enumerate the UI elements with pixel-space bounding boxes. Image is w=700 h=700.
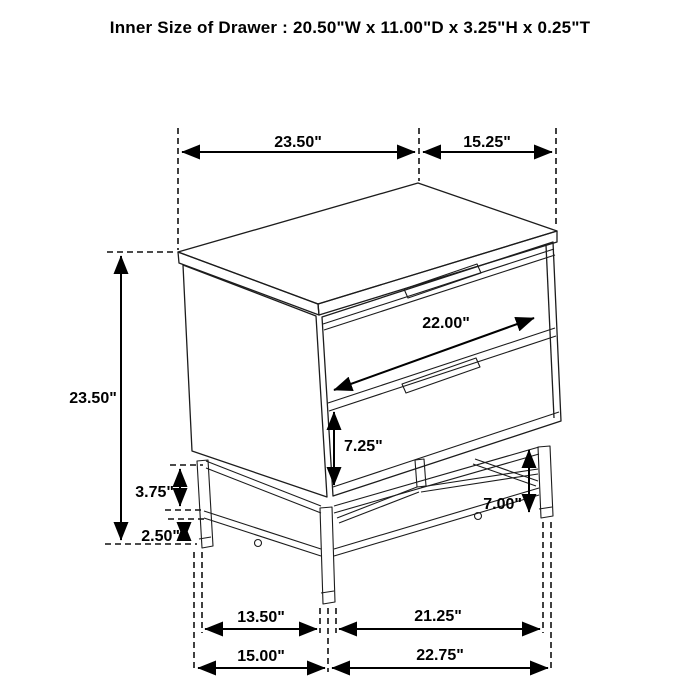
left-leg bbox=[197, 460, 213, 548]
dim-stretcher-gap-label: 3.75" bbox=[135, 484, 174, 501]
lower-drawer-handle bbox=[402, 358, 480, 393]
dim-base-inner-width-label: 13.50" bbox=[237, 609, 285, 626]
dim-overall-height bbox=[69, 256, 121, 540]
dim-overall-height-label: 23.50" bbox=[69, 390, 117, 407]
dim-top-depth-label: 15.25" bbox=[463, 134, 511, 151]
dim-base-inner-depth-label: 21.25" bbox=[414, 608, 462, 625]
diagram-title: Inner Size of Drawer : 20.50"W x 11.00"D x 3.25"H x 0.25"T bbox=[109, 18, 591, 37]
dim-foot-height bbox=[141, 523, 184, 545]
dim-base-outer-width bbox=[198, 648, 325, 668]
dim-base-inner-depth bbox=[339, 608, 540, 629]
tabletop bbox=[178, 183, 557, 315]
dim-lower-drawer-height-label: 7.25" bbox=[344, 438, 383, 455]
screw-hole bbox=[255, 540, 262, 547]
dim-base-inner-width bbox=[205, 609, 317, 629]
back-leg bbox=[415, 459, 426, 487]
cabinet-case bbox=[183, 242, 561, 497]
dim-top-depth bbox=[423, 134, 552, 152]
dim-stretcher-gap bbox=[135, 469, 180, 506]
dim-base-outer-depth bbox=[332, 647, 548, 668]
front-leg bbox=[320, 507, 335, 604]
dim-foot-height-label: 2.50" bbox=[141, 528, 180, 545]
dim-drawer-front-width-label: 22.00" bbox=[422, 315, 470, 332]
dim-base-outer-depth-label: 22.75" bbox=[416, 647, 464, 664]
dim-top-width-label: 23.50" bbox=[274, 134, 322, 151]
dim-lower-drawer-height bbox=[334, 412, 383, 485]
dim-right-leg-height-label: 7.00" bbox=[483, 496, 522, 513]
dim-drawer-front-width bbox=[334, 315, 534, 390]
extension-lines bbox=[105, 128, 556, 672]
base-frame bbox=[197, 446, 553, 604]
dim-base-outer-width-label: 15.00" bbox=[237, 648, 285, 665]
dim-top-width bbox=[182, 134, 415, 152]
